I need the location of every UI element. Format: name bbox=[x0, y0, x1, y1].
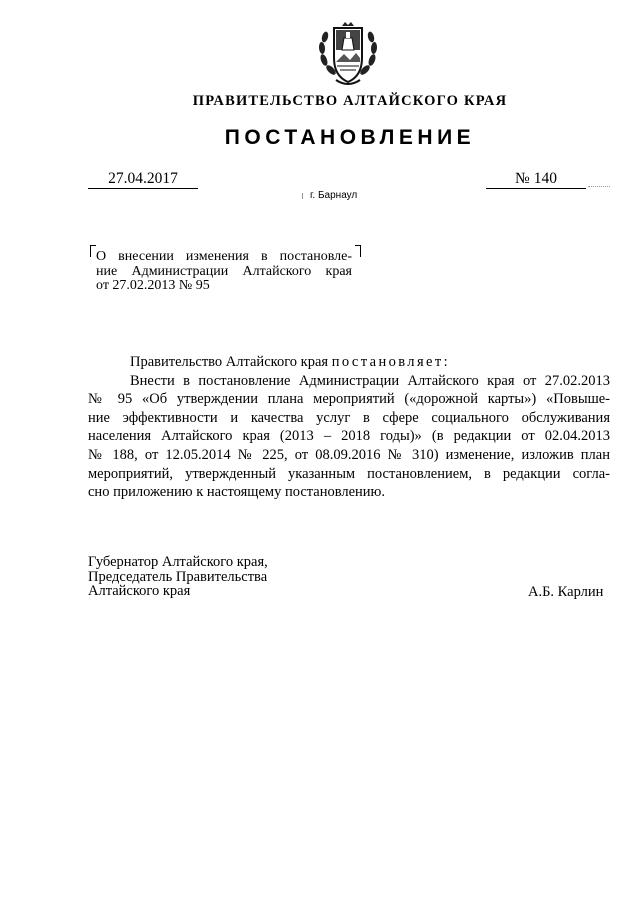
number-underline bbox=[486, 188, 586, 189]
decree-line: населения Алтайского края (2013 – 2018 годы)» (в редакции от 02.04.2013 bbox=[88, 428, 610, 445]
date-underline bbox=[88, 188, 198, 189]
decree-line: мероприятий, утвержденный указанным постановлением, в редакции согла- bbox=[88, 465, 610, 482]
decree-word: постановляет: bbox=[331, 354, 451, 370]
document-number: № 140 bbox=[515, 170, 557, 187]
government-title: ПРАВИТЕЛЬСТВО АЛТАЙСКОГО КРАЯ bbox=[192, 93, 508, 109]
decree-intro: Правительство Алтайского края bbox=[130, 354, 329, 370]
decree-line: Внести в постановление Администрации Алтайского края от 27.02.2013 bbox=[130, 372, 610, 389]
subject-line: О внесении изменения в постановле- bbox=[96, 249, 352, 264]
subject-line: ние Администрации Алтайского края bbox=[96, 263, 352, 279]
document-type-title: ПОСТАНОВЛЕНИЕ bbox=[224, 126, 476, 149]
city-label: г. Барнаул bbox=[310, 190, 358, 201]
subject-bracket-right bbox=[355, 245, 361, 257]
signatory-title bbox=[88, 555, 268, 599]
decree-line: № 188, от 12.05.2014 № 225, от 08.09.2016 № 310) изменение, изложив план bbox=[88, 446, 610, 463]
decree-body bbox=[88, 353, 610, 502]
signatory-title-line: Председатель Правительства bbox=[88, 568, 268, 585]
document-date: 27.04.2017 bbox=[108, 170, 178, 187]
signatory-name: А.Б. Карлин bbox=[528, 584, 604, 600]
city-tick-mark bbox=[302, 193, 306, 199]
decree-line: сно приложению к настоящему постановлению. bbox=[88, 484, 386, 501]
signatory-title-line: Губернатор Алтайского края, bbox=[88, 554, 268, 570]
subject-block bbox=[96, 250, 352, 294]
subject-line: от 27.02.2013 № 95 bbox=[96, 278, 210, 293]
decree-intro-line bbox=[88, 353, 610, 372]
signatory-title-line: Алтайского края bbox=[88, 583, 191, 600]
decree-line: № 95 «Об утверждении плана мероприятий («дорожной карты») «Повыше- bbox=[88, 391, 610, 408]
decree-line: ние эффективности и качества услуг в сфере социального обслуживания bbox=[88, 409, 610, 426]
number-dotted-extension bbox=[588, 186, 610, 189]
altai-coat-of-arms-icon bbox=[312, 18, 384, 90]
